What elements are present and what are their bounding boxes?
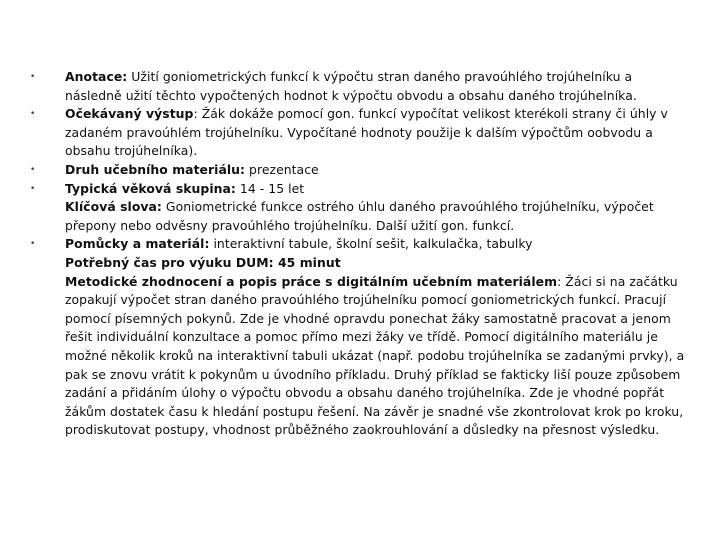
item-label: Metodické zhodnocení a popis práce s digitálním učebním materiálem bbox=[65, 273, 558, 289]
list-item-age-group bbox=[28, 180, 688, 236]
item-text: interaktivní tabule, školní sešit, kalkulačka, tabulky bbox=[209, 236, 533, 252]
bullet-icon: • bbox=[30, 239, 36, 250]
time-line bbox=[65, 254, 688, 273]
item-text: : Žák dokáže pomocí gon. funkcí vypočítat velikost kterékoli strany či úhly v zadaném pravoúhlém trojúhelníku. Vypočítané hodnoty použije k dalším výpočtům oobvodu a obsahu trojúhelníka). bbox=[65, 106, 668, 159]
item-label: Druh učebního materiálu: bbox=[65, 161, 246, 177]
bullet-icon: • bbox=[30, 164, 36, 175]
bullet-icon: • bbox=[30, 72, 36, 82]
list-item-material-type bbox=[28, 161, 688, 180]
item-label: Klíčová slova: bbox=[65, 199, 162, 215]
item-label: Očekávaný výstup bbox=[65, 106, 194, 122]
item-label: Typická věková skupina: bbox=[65, 180, 236, 196]
item-label: Potřebný čas pro výuku DUM: 45 minut bbox=[65, 254, 341, 270]
bullet-icon: • bbox=[30, 109, 36, 120]
item-text: Užití goniometrických funkcí k výpočtu stran daného pravoúhlého trojúhelníku a následně užití těchto vypočtených hodnot k výpočtu obvodu a obsahu daného trojúhelníka. bbox=[65, 69, 637, 103]
bullet-icon: • bbox=[30, 183, 36, 194]
metadata-list bbox=[28, 68, 688, 440]
item-text: Goniometrické funkce ostrého úhlu daného pravoúhlého trojúhelníku, výpočet přepony nebo odvěsny pravoúhlého trojúhelníku. Další užití gon. funkcí. bbox=[65, 199, 654, 233]
methodology-line bbox=[65, 273, 688, 440]
item-text: prezentace bbox=[245, 161, 319, 177]
keywords-line bbox=[65, 198, 688, 235]
list-item-annotation bbox=[28, 68, 688, 105]
list-item-aids bbox=[28, 235, 688, 440]
item-text: : Žáci si na začátku zopakují výpočet stran daného pravoúhlého trojúhelníku pomocí goniometrických funkcí. Pracují pomocí písemných pokynů. Zde je vhodné opravdu ponechat žáky samostatně pracovat a jenom řešit individuální konzultace a pomoc přímo mezi žáky ve třídě. Pomocí digitálního materiálu je možné několik kroků na interaktivní tabuli ukázat (např. podobu trojúhelníka se zadanými prvky), a pak se znovu vrátit k pokynům u úvodního příkladu. Druhý příklad se fakticky liší pouze způsobem zadání a přidáním úlohy o výpočtu obvodu a obsahu daného trojúhelníka. Zde je vhodné popřát žákům dostatek času k hledání postupu řešení. Na závěr je snadné vše zkontrolovat krok po kroku, prodiskutovat postupy, vhodnost průběžného zaokrouhlování a důsledky na přesnost výsledku. bbox=[65, 273, 685, 438]
list-item-expected-output bbox=[28, 105, 688, 161]
item-label: Anotace: bbox=[65, 69, 128, 84]
item-text: 14 - 15 let bbox=[235, 180, 305, 196]
item-label: Pomůcky a materiál: bbox=[65, 236, 210, 252]
